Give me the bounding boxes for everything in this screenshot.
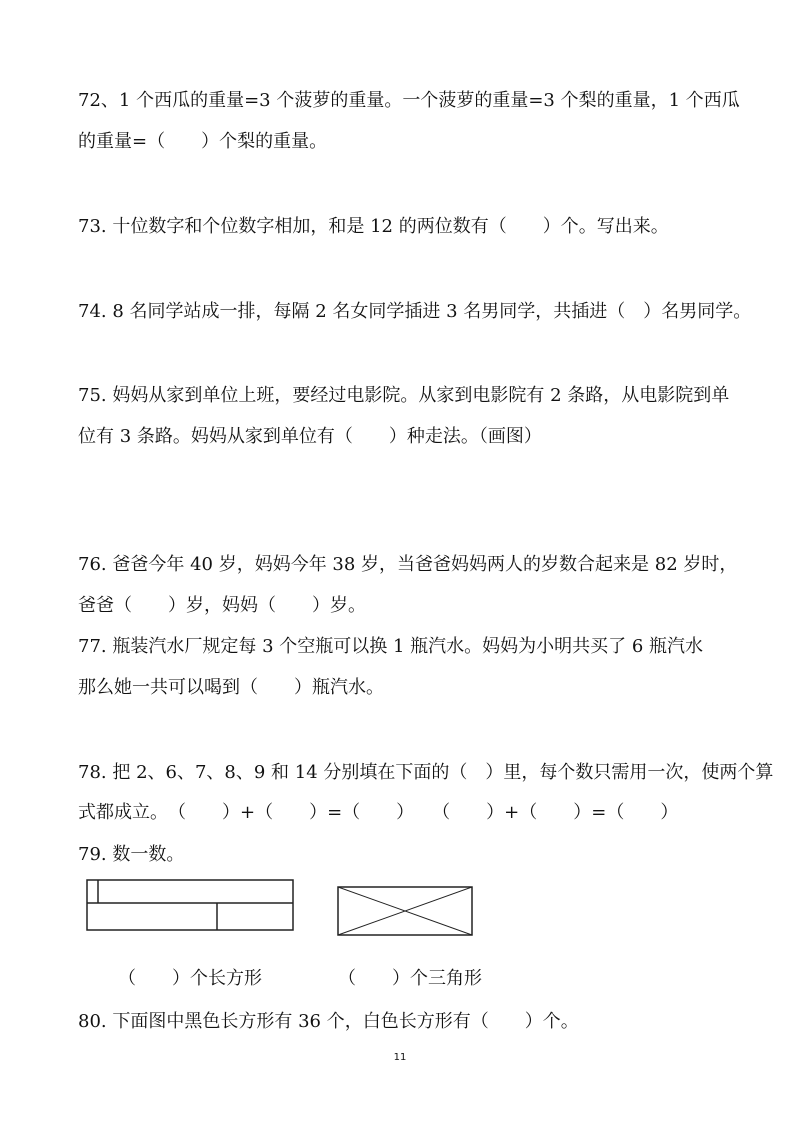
q72-line1: 72、1 个西瓜的重量=3 个菠萝的重量。一个菠萝的重量=3 个梨的重量，1 个西瓜: [78, 90, 740, 111]
q73-line1: 73. 十位数字和个位数字相加，和是 12 的两位数有（ ）个。写出来。: [78, 216, 669, 237]
q75-line1: 75. 妈妈从家到单位上班，要经过电影院。从家到电影院有 2 条路，从电影院到单: [78, 385, 730, 406]
rectangles-figure: [86, 879, 296, 933]
q79-line1: 79. 数一数。: [78, 844, 185, 865]
page-number: 11: [393, 1052, 407, 1063]
q78-line2: 式都成立。 （ ）+（ ）=（ ） （ ）+（ ）=（ ）: [78, 802, 679, 823]
q74-line1: 74. 8 名同学站成一排，每隔 2 名女同学插进 3 名男同学，共插进（ ）名男同学。: [78, 301, 752, 322]
q76-line1: 76. 爸爸今年 40 岁，妈妈今年 38 岁，当爸爸妈妈两人的岁数合起来是 82 岁时，: [78, 554, 738, 575]
q72-line2: 的重量=（ ）个梨的重量。: [78, 131, 328, 152]
q75-line2: 位有 3 条路。妈妈从家到单位有（ ）种走法。（画图）: [78, 426, 542, 447]
q80-line1: 80. 下面图中黑色长方形有 36 个，白色长方形有（ ）个。: [78, 1011, 579, 1032]
q76-line2: 爸爸（ ）岁，妈妈（ ）岁。: [78, 595, 366, 616]
q77-line2: 那么她一共可以喝到（ ）瓶汽水。: [78, 677, 384, 698]
q79-answer-triangles: （ ）个三角形: [338, 968, 482, 989]
q77-line1: 77. 瓶装汽水厂规定每 3 个空瓶可以换 1 瓶汽水。妈妈为小明共买了 6 瓶汽水: [78, 636, 704, 657]
triangles-figure: [337, 886, 475, 938]
q79-answer-rectangles: （ ）个长方形: [118, 968, 262, 989]
q78-line1: 78. 把 2、6、7、8、9 和 14 分别填在下面的（ ）里，每个数只需用一次，使两个算: [78, 762, 774, 783]
